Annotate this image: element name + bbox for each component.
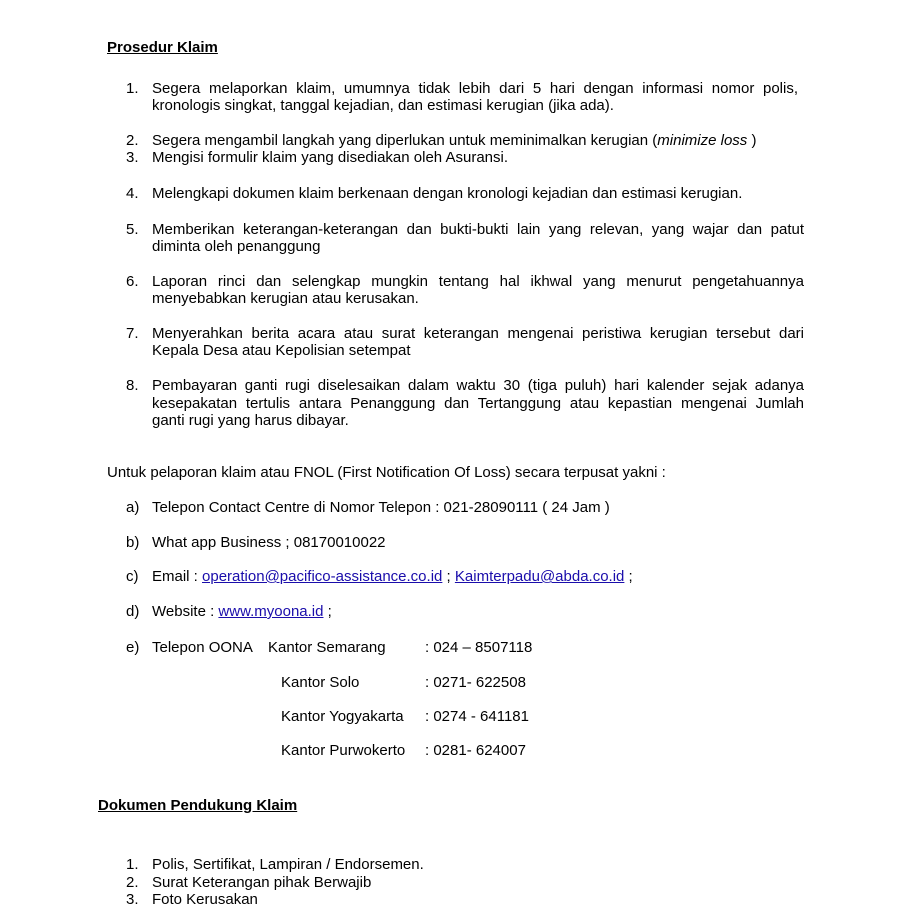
heading-prosedur-klaim: Prosedur Klaim — [107, 39, 218, 56]
contact-letter-e: e) — [126, 639, 140, 656]
office-name-semarang: Kantor Semarang — [268, 639, 386, 656]
procedure-item-2-italic: minimize loss — [657, 132, 748, 149]
email-separator: ; — [442, 568, 455, 585]
procedure-item-8-line-3: ganti rugi yang harus dibayar. — [152, 412, 349, 429]
document-number-1: 1. — [126, 856, 139, 873]
office-phone-purwokerto: : 0281- 624007 — [425, 742, 526, 759]
website-suffix: ; — [323, 603, 332, 620]
fnol-intro: Untuk pelaporan klaim atau FNOL (First Notification Of Loss) secara terpusat yakni : — [107, 464, 666, 481]
whatsapp-business: What app Business ; 08170010022 — [152, 534, 386, 551]
email-suffix: ; — [624, 568, 633, 585]
document-number-3: 3. — [126, 891, 139, 908]
procedure-item-5-line-1: Memberikan keterangan-keterangan dan bukti-bukti lain yang relevan, yang wajar dan patut — [152, 221, 804, 238]
procedure-item-8-line-1: Pembayaran ganti rugi diselesaikan dalam waktu 30 (tiga puluh) hari kalender sejak adanya — [152, 377, 804, 394]
procedure-number-3: 3. — [126, 149, 139, 166]
email-line — [152, 568, 633, 585]
procedure-item-4: Melengkapi dokumen klaim berkenaan dengan kronologi kejadian dan estimasi kerugian. — [152, 185, 743, 202]
contact-letter-c: c) — [126, 568, 139, 585]
office-phone-solo: : 0271- 622508 — [425, 674, 526, 691]
procedure-item-6-line-2: menyebabkan kerugian atau kerusakan. — [152, 290, 419, 307]
procedure-item-8-line-2: kesepakatan tertulis antara Penanggung dan Tertanggung atau kepastian mengenai Jumlah — [152, 395, 804, 412]
procedure-item-2 — [152, 132, 756, 149]
office-phone-yogyakarta: : 0274 - 641181 — [425, 708, 529, 725]
procedure-number-6: 6. — [126, 273, 139, 290]
office-name-purwokerto: Kantor Purwokerto — [281, 742, 406, 759]
website-prefix: Website : — [152, 603, 219, 620]
email-link-abda[interactable]: Kaimterpadu@abda.co.id — [454, 568, 625, 585]
contact-letter-a: a) — [126, 499, 140, 516]
website-link[interactable]: www.myoona.id — [218, 603, 324, 620]
procedure-item-2-suffix: ) — [747, 132, 757, 149]
procedure-item-3: Mengisi formulir klaim yang disediakan oleh Asuransi. — [152, 149, 509, 166]
document-item-1: Polis, Sertifikat, Lampiran / Endorsemen. — [152, 856, 424, 873]
procedure-number-2: 2. — [126, 132, 139, 149]
procedure-item-6-line-1: Laporan rinci dan selengkap mungkin tentang hal ikhwal yang menurut pengetahuannya — [152, 273, 804, 290]
procedure-number-8: 8. — [126, 377, 139, 394]
procedure-item-1-line-1: Segera melaporkan klaim, umumnya tidak lebih dari 5 hari dengan informasi nomor polis, — [152, 80, 798, 97]
procedure-item-7-line-1: Menyerahkan berita acara atau surat keterangan mengenai peristiwa kerugian tersebut dari — [152, 325, 804, 342]
contact-centre-phone: Telepon Contact Centre di Nomor Telepon : 021-28090111 ( 24 Jam ) — [152, 499, 610, 516]
office-name-solo: Kantor Solo — [281, 674, 360, 691]
procedure-item-7-line-2: Kepala Desa atau Kepolisian setempat — [152, 342, 411, 359]
oona-phone-label: Telepon OONA — [152, 639, 253, 656]
procedure-number-1: 1. — [126, 80, 139, 97]
procedure-item-2-text: Segera mengambil langkah yang diperlukan untuk meminimalkan kerugian ( — [152, 132, 658, 149]
office-phone-semarang: : 024 – 8507118 — [425, 639, 533, 656]
document-item-3: Foto Kerusakan — [152, 891, 258, 908]
contact-letter-b: b) — [126, 534, 140, 551]
contact-letter-d: d) — [126, 603, 140, 620]
procedure-number-5: 5. — [126, 221, 139, 238]
heading-dokumen-pendukung: Dokumen Pendukung Klaim — [98, 797, 298, 814]
document-number-2: 2. — [126, 874, 139, 891]
procedure-number-4: 4. — [126, 185, 139, 202]
procedure-item-1-line-2: kronologis singkat, tanggal kejadian, dan estimasi kerugian (jika ada). — [152, 97, 614, 114]
website-line — [152, 603, 332, 620]
document-item-2: Surat Keterangan pihak Berwajib — [152, 874, 372, 891]
email-prefix: Email : — [152, 568, 203, 585]
email-link-pacifico[interactable]: operation@pacifico-assistance.co.id — [202, 568, 443, 585]
office-name-yogyakarta: Kantor Yogyakarta — [281, 708, 404, 725]
procedure-item-5-line-2: diminta oleh penanggung — [152, 238, 321, 255]
procedure-number-7: 7. — [126, 325, 139, 342]
